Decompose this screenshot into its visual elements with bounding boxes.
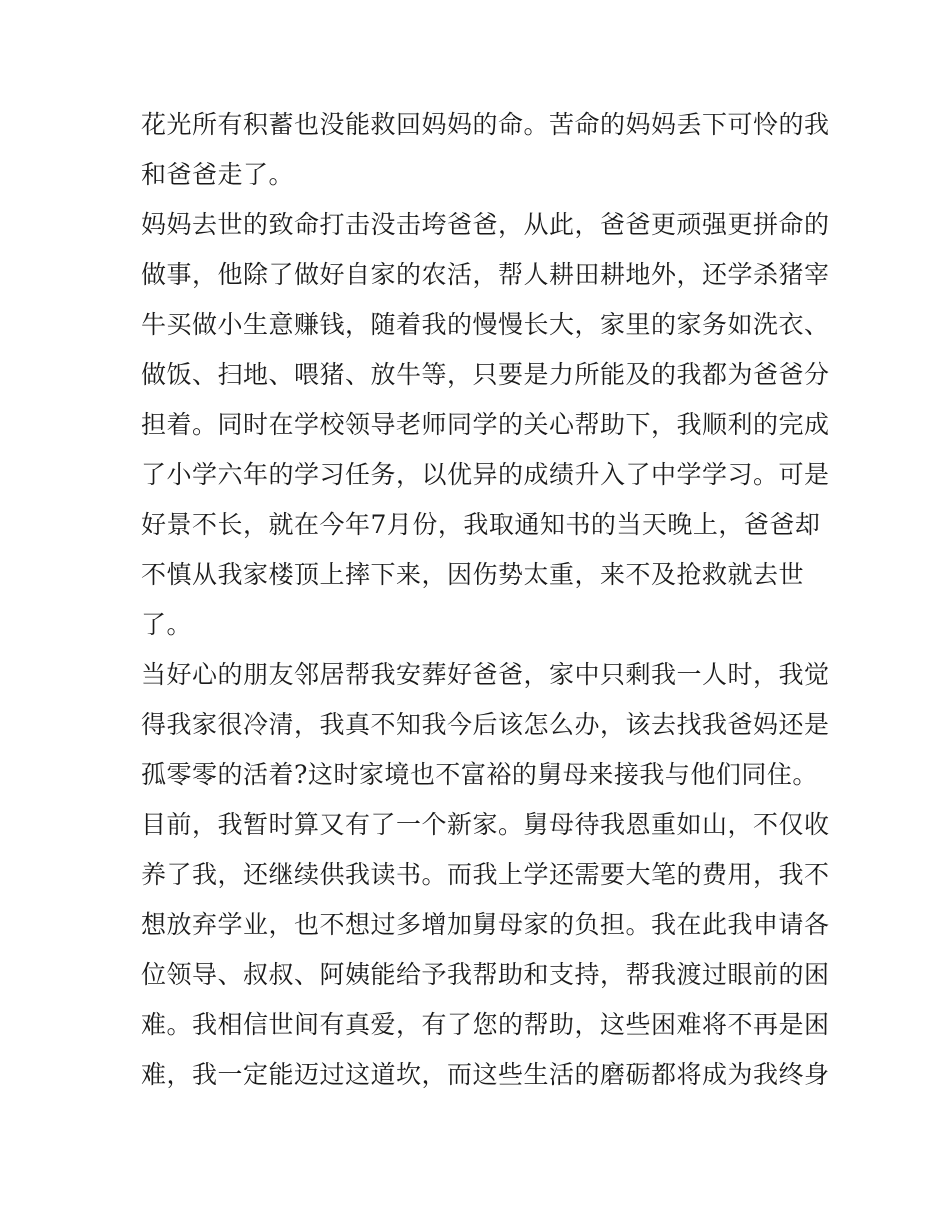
text-line: 妈妈去世的致命打击没击垮爸爸，从此，爸爸更顽强更拼命的 bbox=[141, 210, 830, 239]
text-line: 想放弃学业，也不想过多增加舅母家的负担。我在此我申请各 bbox=[141, 910, 830, 939]
text-line: 难，我一定能迈过这道坎，而这些生活的磨砺都将成为我终身 bbox=[141, 1060, 830, 1089]
text-line: 当好心的朋友邻居帮我安葬好爸爸，家中只剩我一人时，我觉 bbox=[141, 660, 830, 689]
text-line: 好景不长，就在今年7月份，我取通知书的当天晚上，爸爸却 bbox=[141, 510, 821, 539]
body-text bbox=[141, 100, 830, 1100]
text-line: 担着。同时在学校领导老师同学的关心帮助下，我顺利的完成 bbox=[141, 410, 830, 439]
text-line: 花光所有积蓄也没能救回妈妈的命。苦命的妈妈丢下可怜的我 bbox=[141, 110, 830, 139]
text-line: 和爸爸走了。 bbox=[141, 160, 295, 189]
text-line: 难。我相信世间有真爱，有了您的帮助，这些困难将不再是困 bbox=[141, 1010, 830, 1039]
text-line: 孤零零的活着?这时家境也不富裕的舅母来接我与他们同住。 bbox=[141, 760, 818, 789]
text-line: 牛买做小生意赚钱，随着我的慢慢长大，家里的家务如洗衣、 bbox=[141, 310, 830, 339]
text-line: 做饭、扫地、喂猪、放牛等，只要是力所能及的我都为爸爸分 bbox=[141, 360, 830, 389]
text-line: 了小学六年的学习任务，以优异的成绩升入了中学学习。可是 bbox=[141, 460, 830, 489]
text-line: 了。 bbox=[141, 610, 193, 639]
text-line: 位领导、叔叔、阿姨能给予我帮助和支持，帮我渡过眼前的困 bbox=[141, 960, 830, 989]
text-line: 得我家很冷清，我真不知我今后该怎么办，该去找我爸妈还是 bbox=[141, 710, 830, 739]
text-line: 做事，他除了做好自家的农活，帮人耕田耕地外，还学杀猪宰 bbox=[141, 260, 830, 289]
text-line: 养了我，还继续供我读书。而我上学还需要大笔的费用，我不 bbox=[141, 860, 830, 889]
text-line: 目前，我暂时算又有了一个新家。舅母待我恩重如山，不仅收 bbox=[141, 810, 830, 839]
text-line: 不慎从我家楼顶上摔下来，因伤势太重，来不及抢救就去世 bbox=[141, 560, 805, 589]
